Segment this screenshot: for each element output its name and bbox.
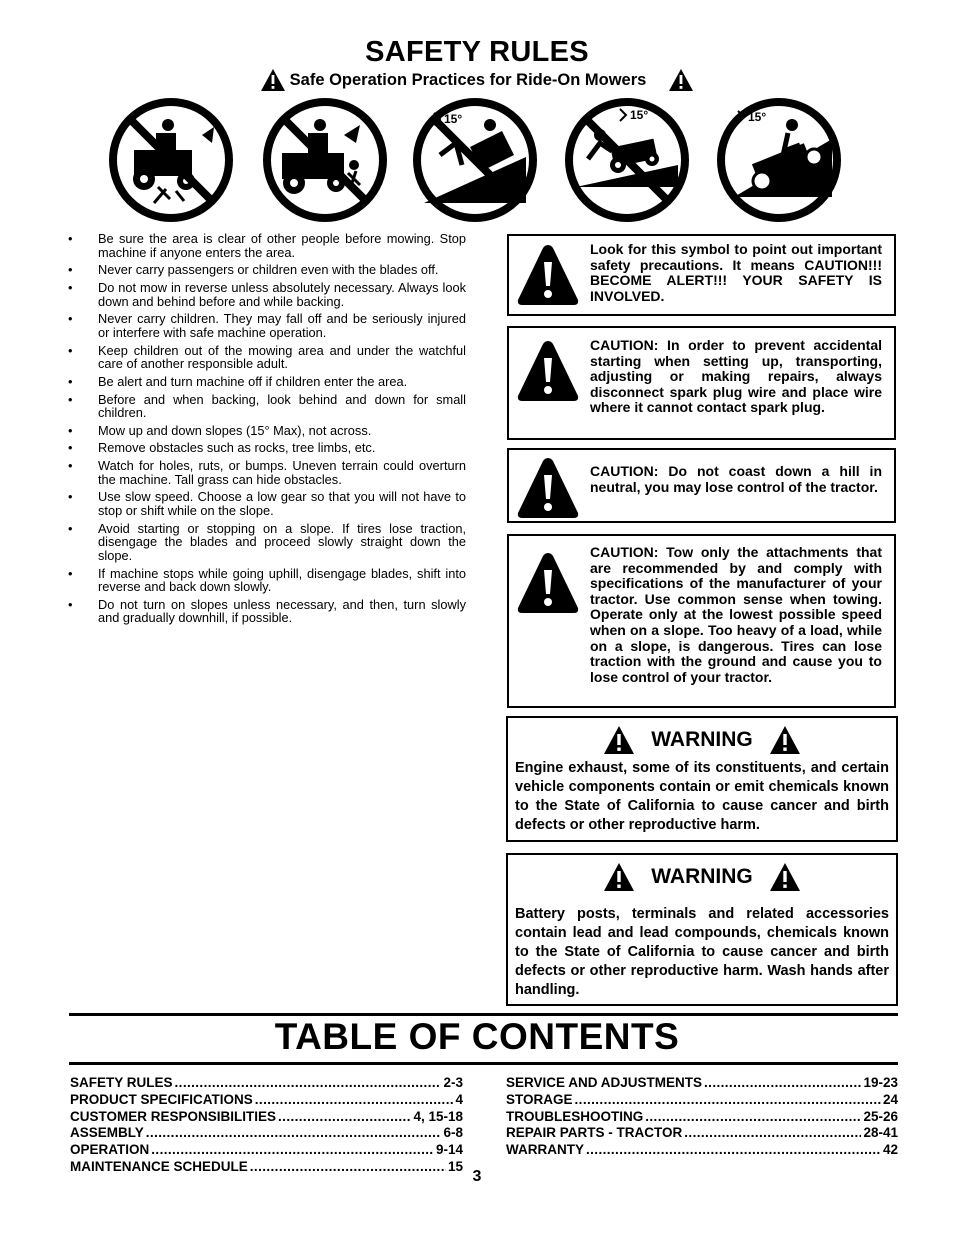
warning-text: Engine exhaust, some of its constituents, and certain vehicle components contain or emit chemicals known to the State of California to cause cancer and birth defects or other reproductive harm. <box>515 760 889 833</box>
toc-entry[interactable] <box>70 1125 463 1142</box>
toc-entry-label: SERVICE AND ADJUSTMENTS <box>506 1075 703 1090</box>
warning-heading-text: WARNING <box>651 865 753 888</box>
slope-label: 15° <box>444 112 463 126</box>
warning-triangle-icon <box>515 338 581 404</box>
list-item: • Never carry passengers or children even with the blades off. <box>68 263 466 277</box>
list-item: • Do not turn on slopes unless necessary, and then, turn slowly and gradually downhill, if possible. <box>68 598 466 625</box>
list-item: • If machine stops while going uphill, disengage blades, shift into reverse and back down slowly. <box>68 567 466 594</box>
warning-box-battery <box>506 853 898 1006</box>
warning-triangle-icon <box>515 242 581 308</box>
warning-triangle-icon <box>769 725 801 755</box>
warning-text: Battery posts, terminals and related accessories contain lead and lead compounds, chemicals known to the State of California to cause cancer and birth defects or other reproductive harm. Wash hands after handling. <box>515 906 889 998</box>
no-coasting-downhill-icon <box>562 95 692 225</box>
list-item: • Keep children out of the mowing area and under the watchful care of another responsible adult. <box>68 344 466 371</box>
toc-entry-page: 25-26 <box>863 1108 898 1124</box>
slope-label: 15° <box>748 110 767 124</box>
toc-entry-page: 15 <box>447 1158 463 1174</box>
warning-triangle-icon <box>515 455 581 521</box>
slope-label: 15° <box>630 108 649 122</box>
toc-entry-page: 42 <box>882 1142 898 1158</box>
warning-heading <box>508 862 896 892</box>
toc-entry-page: 4 <box>455 1091 463 1107</box>
toc-entry[interactable] <box>70 1109 463 1126</box>
no-passengers-icon <box>260 95 390 225</box>
toc-entry[interactable] <box>506 1092 898 1109</box>
caution-box-coast <box>507 448 896 523</box>
list-item: • Before and when backing, look behind and down for small children. <box>68 393 466 420</box>
list-item: • Be sure the area is clear of other people before mowing. Stop machine if anyone enters the area. <box>68 232 466 259</box>
toc-title: TABLE OF CONTENTS <box>274 1016 680 1057</box>
warning-triangle-icon <box>769 862 801 892</box>
toc-entry-label: PRODUCT SPECIFICATIONS <box>70 1091 253 1107</box>
toc-right-column <box>506 1075 898 1159</box>
caution-text: CAUTION: Do not coast down a hill in neutral, you may lose control of the tractor. <box>590 463 882 495</box>
warning-box-exhaust <box>506 716 898 842</box>
toc-entry-label: CUSTOMER RESPONSIBILITIES <box>70 1108 277 1124</box>
list-item: • Avoid starting or stopping on a slope. If tires lose traction, disengage the blades and proceed slowly straight down the slope. <box>68 522 466 563</box>
toc-entry-label: OPERATION <box>70 1142 150 1158</box>
no-mowing-near-people-icon <box>106 95 236 225</box>
caution-text: CAUTION: Tow only the attachments that are recommended by and comply with specifications of the manufacturer of your tractor. Use common sense when towing. Operate only at the lowest possible speed when on a slope. Too heavy of a load, while on a slope, is dangerous. Tires can lose traction with the ground and cause you to lose control of your tractor. <box>590 544 882 685</box>
toc-entry[interactable] <box>506 1125 898 1142</box>
toc-entry-label: ASSEMBLY <box>70 1125 144 1141</box>
warning-triangle-icon <box>603 725 635 755</box>
toc-entry[interactable] <box>70 1142 463 1159</box>
page-subtitle <box>0 68 954 92</box>
page-title: SAFETY RULES <box>365 36 589 68</box>
toc-entry[interactable] <box>506 1075 898 1092</box>
toc-entry-label: STORAGE <box>506 1091 573 1107</box>
list-item: • Do not mow in reverse unless absolutely necessary. Always look down and behind before and while backing. <box>68 281 466 308</box>
toc-entry-page: 4, 15-18 <box>413 1108 463 1124</box>
divider <box>69 1062 898 1065</box>
toc-entry[interactable] <box>506 1142 898 1159</box>
caution-text: CAUTION: In order to prevent accidental starting when setting up, transporting, adjusting or making repairs, always disconnect spark plug wire and place wire where it cannot contact spark plug. <box>590 337 882 416</box>
list-item: • Use slow speed. Choose a low gear so that you will not have to stop or shift while on the slope. <box>68 490 466 517</box>
toc-left-column <box>70 1075 463 1176</box>
toc-entry-page: 9-14 <box>435 1142 463 1158</box>
warning-triangle-icon <box>260 68 286 92</box>
no-mowing-across-slope-icon <box>410 95 540 225</box>
symbol-notice-text: Look for this symbol to point out important safety precautions. It means CAUTION!!! BECOME ALERT!!! YOUR SAFETY IS INVOLVED. <box>590 241 882 304</box>
toc-entry-page: 2-3 <box>443 1075 463 1090</box>
toc-entry[interactable] <box>506 1109 898 1126</box>
toc-entry[interactable] <box>70 1092 463 1109</box>
toc-entry-label: REPAIR PARTS - TRACTOR <box>506 1125 683 1141</box>
toc-entry-label: WARRANTY <box>506 1142 584 1158</box>
safety-pictograms <box>100 95 840 230</box>
page-number: 3 <box>472 1168 482 1185</box>
toc-entry-label: SAFETY RULES <box>70 1075 173 1090</box>
caution-box-spark-plug <box>507 326 896 440</box>
list-item: • Mow up and down slopes (15° Max), not across. <box>68 424 466 438</box>
toc-entry-page: 19-23 <box>863 1075 898 1090</box>
warning-heading-text: WARNING <box>651 728 753 751</box>
list-item: • Be alert and turn machine off if children enter the area. <box>68 375 466 389</box>
toc-entry-label: TROUBLESHOOTING <box>506 1108 644 1124</box>
list-item: • Watch for holes, ruts, or bumps. Uneven terrain could overturn the machine. Tall grass can hide obstacles. <box>68 459 466 486</box>
toc-entry-page: 6-8 <box>443 1125 463 1141</box>
toc-entry-page: 24 <box>882 1091 898 1107</box>
list-item: • Never carry children. They may fall off and be seriously injured or interfere with safe machine operation. <box>68 312 466 339</box>
toc-entry[interactable] <box>70 1075 463 1092</box>
warning-heading <box>508 725 896 755</box>
toc-entry-page: 28-41 <box>863 1125 898 1141</box>
slope-limit-icon <box>714 95 844 225</box>
warning-triangle-icon <box>515 550 581 616</box>
list-item: • Remove obstacles such as rocks, tree limbs, etc. <box>68 441 466 455</box>
warning-triangle-icon <box>668 68 694 92</box>
symbol-notice-box <box>507 234 896 316</box>
toc-entry-label: MAINTENANCE SCHEDULE <box>70 1158 248 1174</box>
safety-rules-list <box>68 232 466 629</box>
subtitle-text: Safe Operation Practices for Ride-On Mowers <box>289 70 647 89</box>
caution-box-tow <box>507 534 896 708</box>
warning-triangle-icon <box>603 862 635 892</box>
